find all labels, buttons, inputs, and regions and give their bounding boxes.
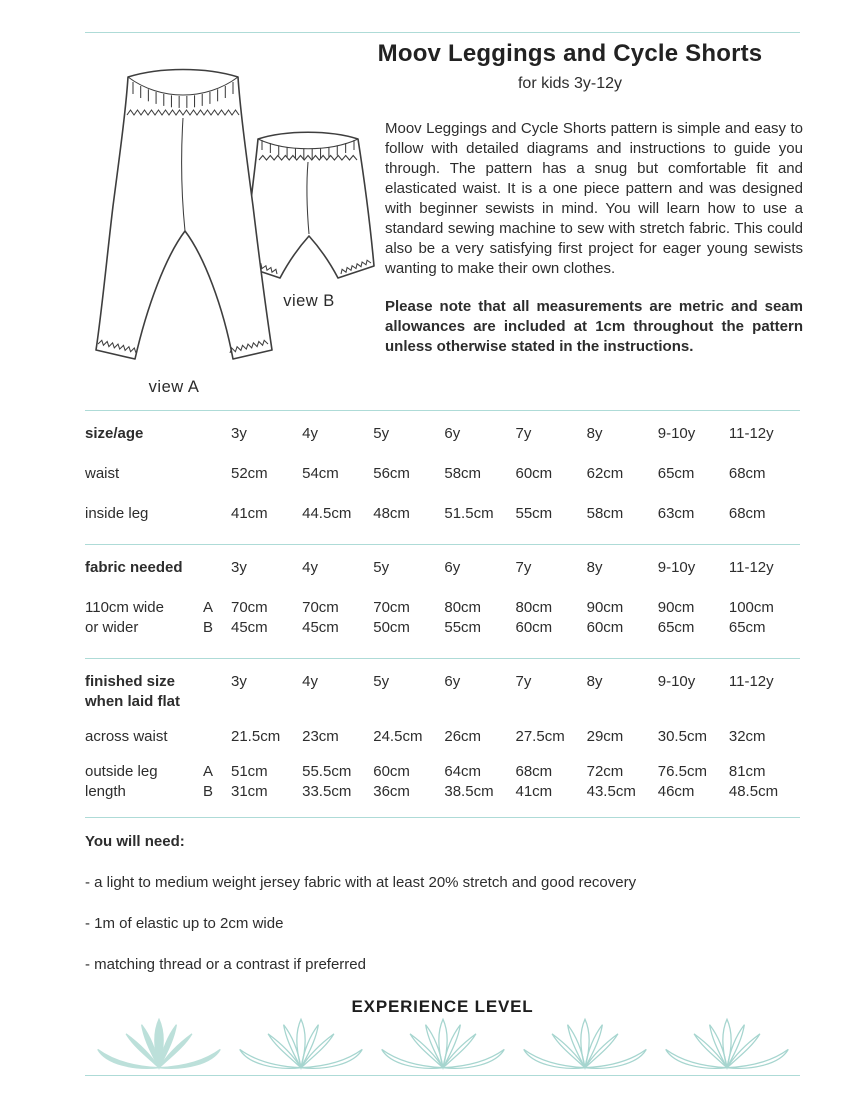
table-cell: 11-12y [728,425,774,442]
table-cell: 68cm [515,763,553,780]
table-cell: 80cm [444,599,482,616]
table-cell: 55.5cm [302,763,352,780]
row-label: outside leg [85,763,158,780]
table-cell: 3y [231,673,247,690]
table-cell: 60cm [586,619,624,636]
row-label: 110cm wide [85,599,164,616]
table-cell: 8y [586,425,603,442]
view-letter [203,692,231,712]
table-cell: 60cm [515,619,553,636]
experience-level-heading: EXPERIENCE LEVEL [351,997,534,1016]
requirements-heading: You will need: [85,833,185,850]
table-cell [231,692,302,712]
table-cell: 65cm [657,465,695,482]
view-letter [203,558,231,578]
table-cell [373,692,444,712]
view-letter [203,504,231,524]
table-cell: 8y [586,673,603,690]
row-label: waist [85,465,120,482]
table-cell: 100cm [728,599,774,616]
table-cell: 4y [302,673,318,690]
table-cell: 68cm [728,505,766,522]
lotus-icon [379,1014,507,1072]
table-cell: 55cm [444,619,482,636]
view-a-label: view A [148,378,200,396]
table-cell: 50cm [373,619,410,636]
table-cell: 68cm [728,465,766,482]
requirement-item: - 1m of elastic up to 2cm wide [85,915,284,932]
table-cell: 31cm [231,783,268,800]
table-cell [302,692,373,712]
table-cell: 3y [231,559,247,576]
view-letter: A [203,599,214,616]
view-letter: A [203,763,214,780]
table-cell: 4y [302,425,318,442]
table-cell: 26cm [444,728,482,745]
row-label: when laid flat [85,693,181,710]
table-cell: 70cm [302,599,339,616]
table-cell: 6y [444,425,461,442]
table-row [85,598,800,638]
table-cell: 45cm [302,619,339,636]
table-cell: 90cm [657,599,695,616]
row-label: fabric needed [85,559,183,576]
table-cell: 9-10y [657,425,696,442]
row-label: finished size [85,673,176,690]
requirements-list [85,873,800,974]
row-label: length [85,783,126,800]
table-cell: 7y [515,425,532,442]
table-cell: 5y [373,425,390,442]
table-cell [729,692,800,712]
table-cell [587,692,658,712]
table-cell: 4y [302,559,318,576]
table-cell: 33.5cm [302,783,352,800]
table-cell: 90cm [586,599,624,616]
table-cell: 11-12y [728,673,774,690]
table-cell: 41cm [515,783,553,800]
table-cell: 70cm [231,599,268,616]
table-cell: 60cm [515,465,553,482]
table-cell: 41cm [231,505,268,522]
table-cell: 56cm [373,465,410,482]
page-subtitle: for kids 3y-12y [517,75,623,92]
table-row [85,558,800,578]
description-paragraph: Moov Leggings and Cycle Shorts pattern is simple and easy to follow with detailed diagrams and instructions to guide you through. The pattern has a snug but comfortable fit and elasticated waist. It is a one piece pattern and was designed with beginner sewists in mind. You will learn how to use a standard sewing machine to sew with stretch fabric. This could also be a very satisfying first project for eager young sewists wanting to make their own clothes. [385,120,803,277]
table-cell: 54cm [302,465,339,482]
table-cell: 3y [231,425,247,442]
table-cell: 51.5cm [444,505,494,522]
table-cell: 7y [515,559,532,576]
lotus-icon [521,1014,649,1072]
table-section [85,410,800,524]
table-row [85,504,800,524]
table-cell: 8y [586,559,603,576]
table-cell: 55cm [515,505,553,522]
table-cell [658,692,729,712]
table-cell: 48cm [373,505,410,522]
table-cell: 6y [444,559,461,576]
top-divider [85,32,800,33]
table-cell: 58cm [444,465,482,482]
requirements-section [85,832,800,974]
table-cell: 30.5cm [657,728,707,745]
table-cell: 36cm [373,783,410,800]
table-row [85,762,800,802]
view-letter: B [203,783,214,800]
page-title: Moov Leggings and Cycle Shorts [377,40,763,67]
table-section [85,544,800,638]
table-cell: 76.5cm [657,763,707,780]
view-b-label: view B [283,292,335,310]
table-cell: 60cm [373,763,410,780]
table-cell: 72cm [586,763,624,780]
table-cell: 29cm [586,728,624,745]
lotus-icon [663,1014,791,1072]
table-cell: 45cm [231,619,268,636]
table-cell: 46cm [657,783,695,800]
lotus-icon [95,1014,223,1072]
table-cell: 21.5cm [231,728,281,745]
table-cell: 38.5cm [444,783,494,800]
table-cell: 48.5cm [728,783,779,800]
row-label: size/age [85,425,144,442]
row-label: inside leg [85,505,149,522]
garment-drawings-icon [76,56,388,404]
requirement-item: - matching thread or a contrast if preferred [85,956,366,973]
requirement-item: - a light to medium weight jersey fabric with at least 20% stretch and good recovery [85,874,637,891]
view-letter [203,424,231,444]
table-cell: 7y [515,673,532,690]
view-letter [203,727,231,747]
lotus-icon [237,1014,365,1072]
table-cell: 63cm [657,505,695,522]
table-cell: 62cm [586,465,624,482]
table-cell: 80cm [515,599,553,616]
table-cell: 5y [373,559,390,576]
table-cell: 52cm [231,465,268,482]
experience-level-icons [85,1014,800,1072]
table-cell: 43.5cm [586,783,636,800]
table-cell: 44.5cm [302,505,352,522]
table-cell: 23cm [302,728,339,745]
bottom-divider [85,1075,800,1076]
view-letter [203,672,231,692]
table-cell: 70cm [373,599,410,616]
view-letter: B [203,619,214,636]
table-cell: 64cm [444,763,482,780]
table-cell [516,692,587,712]
table-cell: 81cm [728,763,766,780]
table-row [85,727,800,747]
table-cell: 27.5cm [515,728,565,745]
table-cell: 24.5cm [373,728,423,745]
table-cell: 6y [444,673,461,690]
leggings-view-a-icon [96,70,272,360]
shorts-view-b-icon [244,132,374,278]
size-table [85,410,800,818]
table-row [85,424,800,444]
row-label: across waist [85,728,168,745]
table-cell: 65cm [728,619,766,636]
row-label: or wider [85,619,139,636]
table-row [85,464,800,484]
header-column [377,40,803,357]
table-cell: 58cm [586,505,624,522]
table-cell: 65cm [657,619,695,636]
table-cell: 11-12y [728,559,774,576]
measurements-note: Please note that all measurements are metric and seam allowances are included at 1cm throughout the pattern unless otherwise stated in the instructions. [385,298,803,355]
view-letter [203,464,231,484]
table-cell: 9-10y [657,673,696,690]
table-row [85,672,800,712]
table-cell: 32cm [728,728,766,745]
table-cell: 51cm [231,763,268,780]
table-cell [444,692,515,712]
table-section [85,658,800,802]
table-cell: 5y [373,673,390,690]
table-cell: 9-10y [657,559,696,576]
